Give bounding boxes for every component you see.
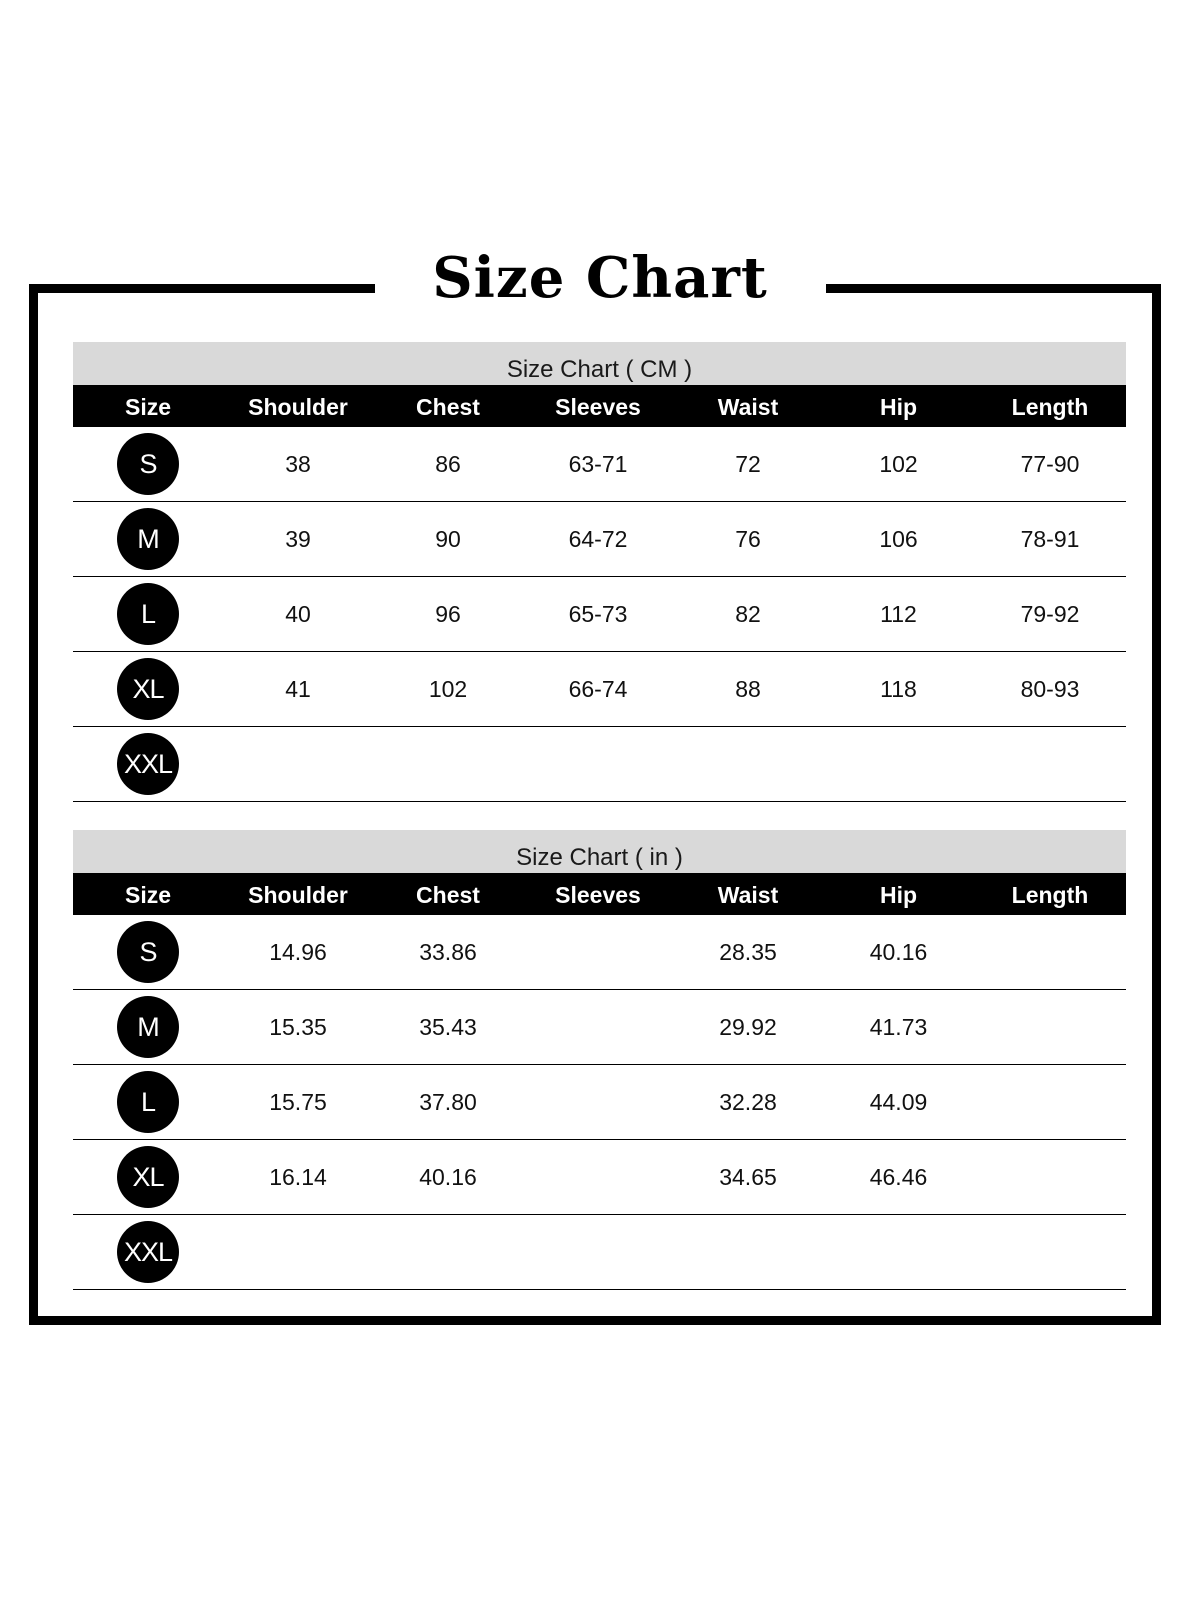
cell-waist: 88 bbox=[735, 675, 761, 702]
size-badge: L bbox=[117, 583, 179, 645]
cell-shoulder: 38 bbox=[285, 450, 311, 477]
table-caption-cm: Size Chart ( CM ) bbox=[73, 342, 1126, 385]
cell-sleeves: 63-71 bbox=[568, 450, 628, 477]
cell-chest: 35.43 bbox=[419, 1013, 477, 1040]
cell-length: 79-92 bbox=[1020, 600, 1080, 627]
header-waist: Waist bbox=[717, 882, 779, 908]
cell-chest: 96 bbox=[435, 600, 461, 627]
size-badge: XXL bbox=[117, 1221, 179, 1283]
table-row bbox=[73, 990, 1126, 1065]
table-row bbox=[73, 1215, 1126, 1290]
cell-hip: 46.46 bbox=[869, 1163, 928, 1190]
cell-shoulder: 15.75 bbox=[269, 1088, 327, 1115]
cell-waist: 28.35 bbox=[719, 938, 777, 965]
header-hip: Hip bbox=[879, 882, 918, 908]
table-header-in bbox=[73, 873, 1126, 915]
cell-waist: 32.28 bbox=[719, 1088, 777, 1115]
header-chest: Chest bbox=[416, 882, 480, 908]
size-badge: S bbox=[117, 921, 179, 983]
page-title: Size Chart bbox=[432, 245, 768, 311]
header-shoulder: Shoulder bbox=[248, 882, 348, 908]
table-row bbox=[73, 427, 1126, 502]
cell-shoulder: 15.35 bbox=[269, 1013, 327, 1040]
cell-length: 77-90 bbox=[1020, 450, 1080, 477]
cell-hip: 102 bbox=[879, 450, 918, 477]
size-badge: XL bbox=[117, 1146, 179, 1208]
table-header-cm bbox=[73, 385, 1126, 427]
cell-waist: 34.65 bbox=[719, 1163, 777, 1190]
size-badge: M bbox=[117, 508, 179, 570]
header-sleeves: Sleeves bbox=[555, 882, 641, 908]
table-row bbox=[73, 727, 1126, 802]
cell-hip: 44.09 bbox=[869, 1088, 928, 1115]
cell-hip: 112 bbox=[880, 600, 917, 627]
cell-shoulder: 39 bbox=[285, 525, 311, 552]
cell-waist: 76 bbox=[735, 525, 761, 552]
header-waist: Waist bbox=[717, 394, 779, 420]
size-badge: M bbox=[117, 996, 179, 1058]
cell-waist: 72 bbox=[735, 450, 761, 477]
table-row bbox=[73, 502, 1126, 577]
cell-waist: 29.92 bbox=[719, 1013, 777, 1040]
cell-hip: 40.16 bbox=[869, 938, 928, 965]
cell-shoulder: 41 bbox=[285, 675, 311, 702]
cell-length: 78-91 bbox=[1020, 525, 1080, 552]
cell-shoulder: 16.14 bbox=[269, 1163, 327, 1190]
header-size: Size bbox=[124, 394, 172, 420]
size-badge: XXL bbox=[117, 733, 179, 795]
header-length: Length bbox=[1011, 394, 1089, 420]
table-row bbox=[73, 577, 1126, 652]
table-row bbox=[73, 1065, 1126, 1140]
header-hip: Hip bbox=[879, 394, 918, 420]
header-chest: Chest bbox=[416, 394, 480, 420]
cell-waist: 82 bbox=[735, 600, 761, 627]
cell-chest: 33.86 bbox=[419, 938, 477, 965]
cell-chest: 102 bbox=[428, 675, 468, 702]
cell-hip: 41.73 bbox=[869, 1013, 928, 1040]
size-badge: S bbox=[117, 433, 179, 495]
cell-chest: 40.16 bbox=[419, 1163, 477, 1190]
cell-chest: 86 bbox=[435, 450, 461, 477]
cell-sleeves: 66-74 bbox=[568, 675, 628, 702]
cell-chest: 37.80 bbox=[419, 1088, 477, 1115]
cell-hip: 106 bbox=[879, 525, 918, 552]
size-table-cm bbox=[73, 342, 1126, 802]
size-table-in bbox=[73, 830, 1126, 1290]
cell-hip: 118 bbox=[880, 675, 917, 702]
table-row bbox=[73, 1140, 1126, 1215]
size-badge: XL bbox=[117, 658, 179, 720]
table-row bbox=[73, 915, 1126, 990]
cell-shoulder: 14.96 bbox=[269, 938, 327, 965]
header-shoulder: Shoulder bbox=[248, 394, 348, 420]
table-row bbox=[73, 652, 1126, 727]
cell-length: 80-93 bbox=[1020, 675, 1080, 702]
cell-shoulder: 40 bbox=[285, 600, 311, 627]
header-length: Length bbox=[1011, 882, 1089, 908]
header-size: Size bbox=[124, 882, 172, 908]
cell-sleeves: 64-72 bbox=[568, 525, 628, 552]
table-caption-in: Size Chart ( in ) bbox=[73, 830, 1126, 873]
size-badge: L bbox=[117, 1071, 179, 1133]
cell-sleeves: 65-73 bbox=[568, 600, 628, 627]
cell-chest: 90 bbox=[435, 525, 461, 552]
header-sleeves: Sleeves bbox=[555, 394, 641, 420]
